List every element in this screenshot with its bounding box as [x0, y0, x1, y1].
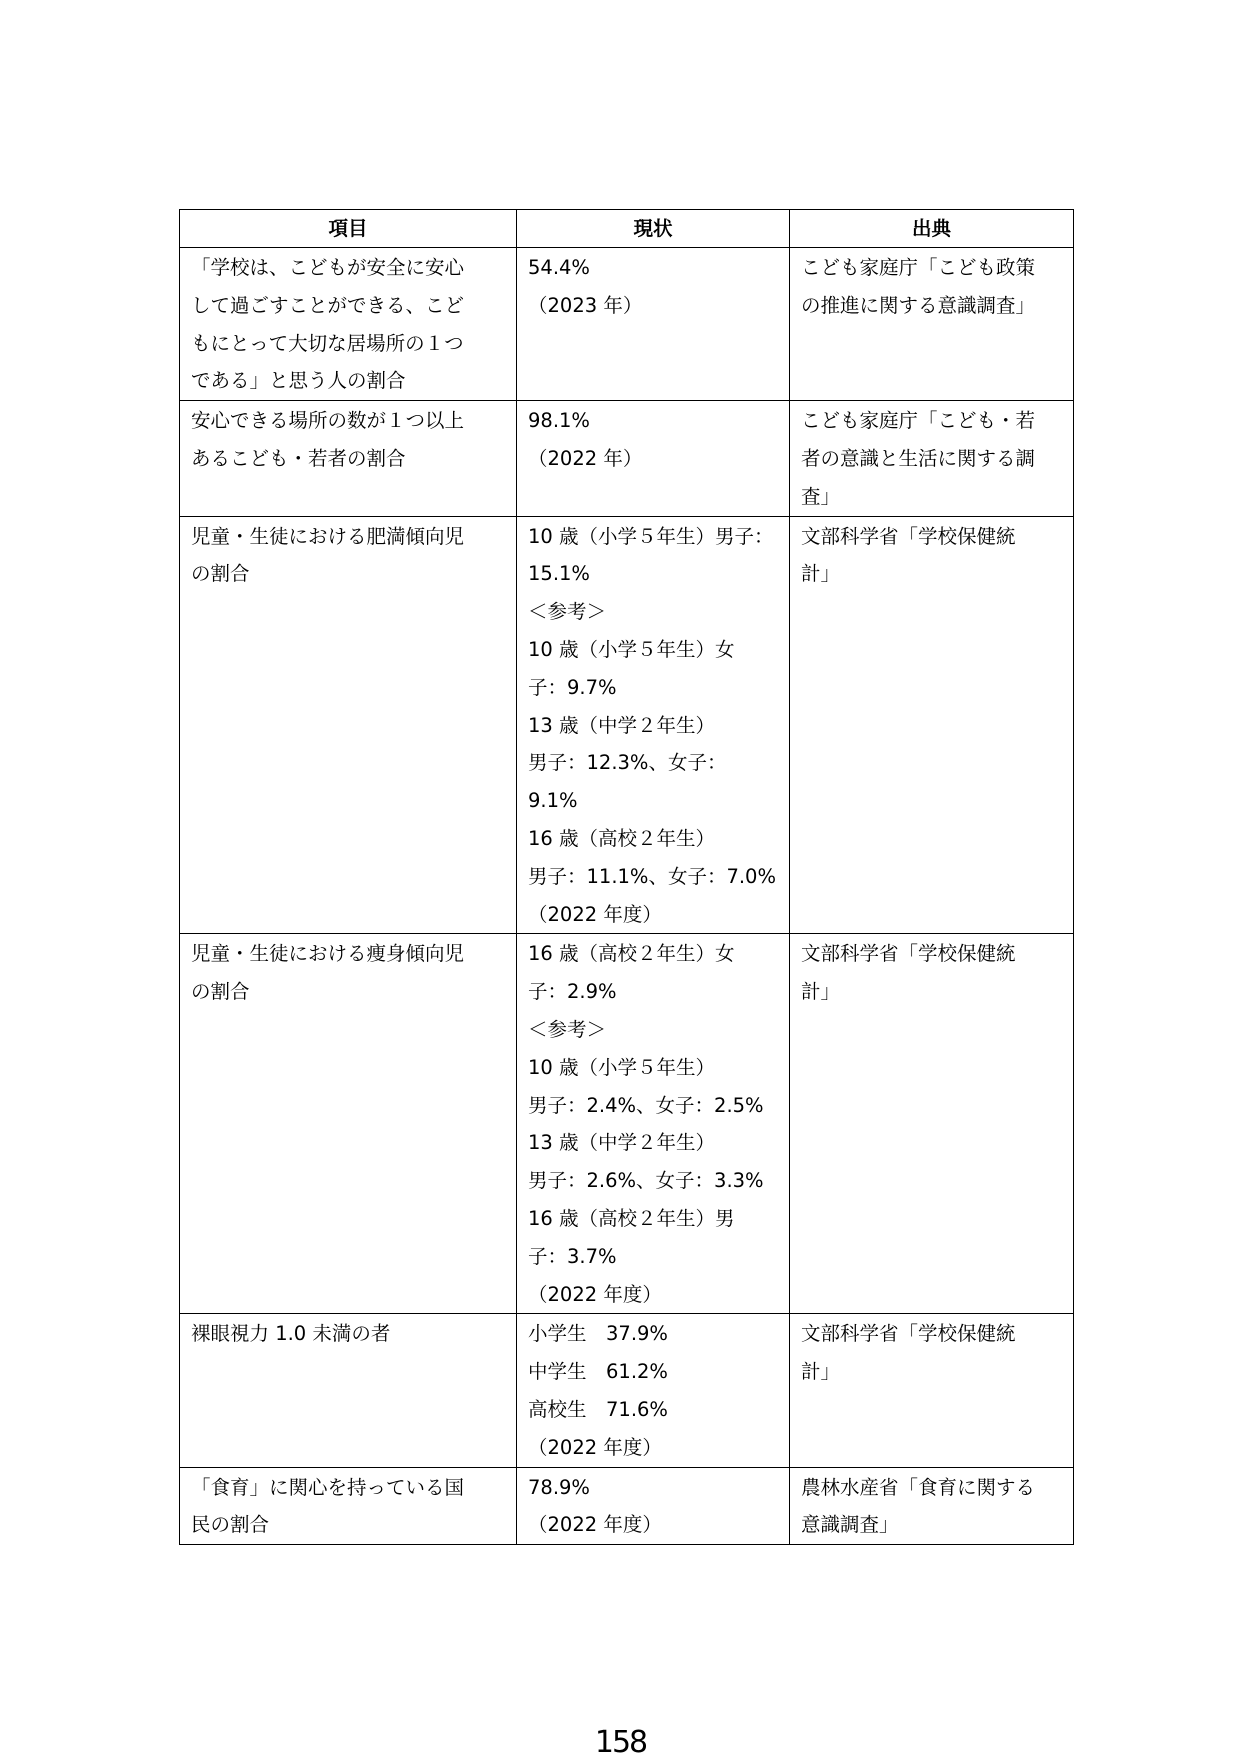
cell-item: 裸眼視力 1.0 未満の者 — [180, 1314, 517, 1467]
cell-item: 児童・生徒における肥満傾向児 の割合 — [180, 516, 517, 934]
cell-status: 10 歳（小学５年生）男子： 15.1% ＜参考＞ 10 歳（小学５年生）女 子：9.7% 13 歳（中学２年生） 男子：12.3%、女子： 9.1% 16 歳（高校２年生） 男子：11.1%、女子：7.0% （2022 年度） — [517, 516, 790, 934]
table-header-row — [180, 210, 1074, 248]
cell-status: 98.1% （2022 年） — [517, 401, 790, 516]
header-status: 現状 — [517, 210, 790, 248]
cell-item: 「食育」に関心を持っている国 民の割合 — [180, 1467, 517, 1545]
table-row — [180, 248, 1074, 401]
table-row — [180, 1314, 1074, 1467]
cell-source: 農林水産省「食育に関する 意識調査」 — [790, 1467, 1074, 1545]
cell-item: 児童・生徒における痩身傾向児 の割合 — [180, 934, 517, 1314]
header-item: 項目 — [180, 210, 517, 248]
cell-item: 「学校は、こどもが安全に安心 して過ごすことができる、こど もにとって大切な居場所の１つ である」と思う人の割合 — [180, 248, 517, 401]
cell-status: 54.4% （2023 年） — [517, 248, 790, 401]
table-row — [180, 1467, 1074, 1545]
table-row — [180, 401, 1074, 516]
cell-status: 78.9% （2022 年度） — [517, 1467, 790, 1545]
cell-source: 文部科学省「学校保健統 計」 — [790, 1314, 1074, 1467]
cell-status: 16 歳（高校２年生）女 子：2.9% ＜参考＞ 10 歳（小学５年生） 男子：2.4%、女子：2.5% 13 歳（中学２年生） 男子：2.6%、女子：3.3% 16 歳（高校２年生）男 子：3.7% （2022 年度） — [517, 934, 790, 1314]
page-number: 158 — [594, 1725, 647, 1760]
header-source: 出典 — [790, 210, 1074, 248]
cell-source: 文部科学省「学校保健統 計」 — [790, 516, 1074, 934]
table-row — [180, 516, 1074, 934]
cell-item: 安心できる場所の数が１つ以上 あるこども・若者の割合 — [180, 401, 517, 516]
statistics-table — [179, 209, 1074, 1545]
cell-source: こども家庭庁「こども政策 の推進に関する意識調査」 — [790, 248, 1074, 401]
cell-source: 文部科学省「学校保健統 計」 — [790, 934, 1074, 1314]
cell-source: こども家庭庁「こども・若 者の意識と生活に関する調 査」 — [790, 401, 1074, 516]
cell-status: 小学生 37.9% 中学生 61.2% 高校生 71.6% （2022 年度） — [517, 1314, 790, 1467]
table-row — [180, 934, 1074, 1314]
